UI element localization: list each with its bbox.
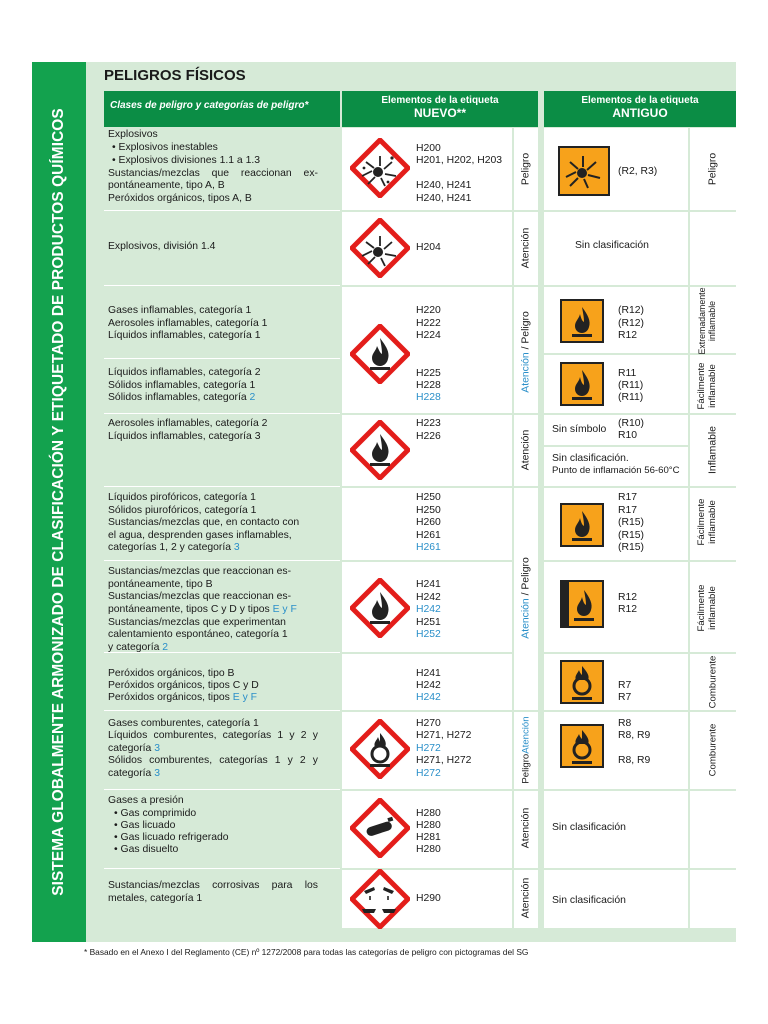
old-code: R8 <box>618 718 632 729</box>
class-line: Sustancias/mezclas corrosivas para los <box>108 880 318 891</box>
row-divider <box>342 285 736 287</box>
class-line: Gases inflamables, categoría 1 <box>108 305 252 316</box>
old-code: R17 <box>618 492 638 503</box>
header-new <box>342 91 538 127</box>
old-signal: Fácilmente inflamable <box>696 362 718 410</box>
class-line: pontáneamente, tipo A, B <box>108 180 225 191</box>
old-signal: Fácilmente inflamable <box>696 498 718 546</box>
flame-icon <box>350 578 410 638</box>
class-divider <box>104 710 340 711</box>
gas-cylinder-icon <box>350 798 410 858</box>
class-line: calentamiento espontáneo, categoría 1 <box>108 629 288 640</box>
class-line: Explosivos <box>108 129 158 140</box>
h-code: H204 <box>416 242 441 253</box>
signal-word: PeligroAtención <box>520 716 532 784</box>
footnote: * Basado en el Anexo I del Reglamento (CE) nº 1272/2008 para todas las categorías de peligro con pictogramas del SG <box>84 947 529 957</box>
class-line: Líquidos inflamables, categoría 1 <box>108 330 261 341</box>
signal-word: Atención <box>520 807 532 849</box>
h-code: H241 <box>416 579 441 590</box>
class-line: • Gas comprimido <box>114 808 197 819</box>
h-code: H272 <box>416 768 441 779</box>
h-code: H225 <box>416 368 441 379</box>
old-signal: Fácilmente inflamable <box>696 584 718 632</box>
signal-word: Atención <box>520 877 532 919</box>
row-divider <box>342 789 736 791</box>
old-flame-icon <box>560 503 604 547</box>
old-code: R12 <box>618 604 638 615</box>
class-line: Peróxidos orgánicos, tipos C y D <box>108 680 259 691</box>
h-code: H250 <box>416 492 441 503</box>
h-code: H242 <box>416 692 441 703</box>
h-code: H242 <box>416 604 441 615</box>
class-line: • Explosivos divisiones 1.1 a 1.3 <box>112 155 261 166</box>
class-line: y categoría 2 <box>108 642 169 653</box>
class-line: • Gas disuelto <box>114 844 179 855</box>
old-code: (R15) <box>618 517 644 528</box>
class-line: Sustancias/mezclas que, en contacto con <box>108 517 300 528</box>
flame-icon <box>350 420 410 480</box>
old-code: R10 <box>618 430 638 441</box>
sidebar-title: SISTEMA GLOBALMENTE ARMONIZADO DE CLASIFICACIÓN Y ETIQUETADO DE PRODUCTOS QUÍMICOS <box>50 108 67 896</box>
class-divider <box>104 285 340 286</box>
header-old-line1: Elementos de la etiqueta <box>581 95 699 106</box>
class-line: el agua, desprenden gases inflamables, <box>108 530 292 541</box>
old-code: (R2, R3) <box>618 166 658 177</box>
old-signal: Inflamable <box>707 426 719 474</box>
old-code: R12 <box>618 330 638 341</box>
old-code: R7 <box>618 680 632 691</box>
sidebar-band <box>32 62 86 942</box>
h-code: H261 <box>416 530 441 541</box>
old-flame-icon <box>560 299 604 343</box>
h-code: H261 <box>416 542 441 553</box>
class-line: Aerosoles inflamables, categoría 1 <box>108 318 268 329</box>
h-code: H280 <box>416 844 441 855</box>
old-code: (R15) <box>618 542 644 553</box>
row-divider <box>342 210 736 212</box>
h-code: H260 <box>416 517 441 528</box>
h-code: H241 <box>416 668 441 679</box>
class-line: Sustancias/mezclas que reaccionan es- <box>108 566 292 577</box>
old-text: Sin símbolo <box>552 424 607 435</box>
old-signal: Comburente <box>707 655 719 709</box>
class-line: Sustancias/mezclas que experimentan <box>108 617 286 628</box>
signal-word: Atención <box>520 429 532 471</box>
flame-icon <box>350 324 410 384</box>
class-line: Peróxidos orgánicos, tipos A, B <box>108 193 252 204</box>
class-line: Aerosoles inflamables, categoría 2 <box>108 418 268 429</box>
header-new-line1: Elementos de la etiqueta <box>381 95 499 106</box>
signal-word: Peligro <box>520 152 532 186</box>
row-divider <box>342 413 736 415</box>
class-line: Peróxidos orgánicos, tipo B <box>108 668 235 679</box>
old-code: R8, R9 <box>618 730 651 741</box>
row-divider <box>342 652 514 654</box>
header-new-line2: NUEVO** <box>413 106 466 120</box>
class-line: Explosivos, división 1.4 <box>108 241 216 252</box>
row-divider <box>544 652 736 654</box>
old-text: Sin clasificación <box>552 895 626 906</box>
header-old <box>544 91 736 127</box>
old-text: Punto de inflamación 56-60°C <box>552 465 680 476</box>
h-code: H271, H272 <box>416 730 472 741</box>
old-code: (R12) <box>618 318 644 329</box>
h-code: H222 <box>416 318 441 329</box>
old-signal: Comburente <box>707 723 719 777</box>
header-class: Clases de peligro y categorías de peligro* <box>104 91 340 127</box>
old-code: R17 <box>618 505 638 516</box>
row-divider <box>342 560 514 562</box>
h-code: H240, H241 <box>416 193 472 204</box>
old-code: (R11) <box>618 392 644 403</box>
old-explosive-icon <box>558 146 610 196</box>
old-flame-icon <box>560 362 604 406</box>
class-divider <box>104 486 340 487</box>
h-code: H224 <box>416 330 441 341</box>
class-line: Peróxidos orgánicos, tipos E y F <box>108 692 258 703</box>
h-code: H280 <box>416 820 441 831</box>
h-code: H242 <box>416 592 441 603</box>
h-code: H281 <box>416 832 441 843</box>
class-divider <box>104 789 340 790</box>
class-line: pontáneamente, tipos C y D y tipos E y F <box>108 604 297 615</box>
class-line: • Gas licuado <box>114 820 176 831</box>
old-oxidizer-icon <box>560 660 604 704</box>
h-code: H228 <box>416 380 441 391</box>
class-line: • Explosivos inestables <box>112 142 218 153</box>
signal-word: Atención <box>520 227 532 269</box>
h-code: H201, H202, H203 <box>416 155 503 166</box>
old-code: (R15) <box>618 530 644 541</box>
class-divider <box>104 868 340 869</box>
flame-over-circle-icon <box>350 719 410 779</box>
h-code: H226 <box>416 431 441 442</box>
class-line: Líquidos pirofóricos, categoría 1 <box>108 492 256 503</box>
h-code: H280 <box>416 808 441 819</box>
header-old-line2: ANTIGUO <box>612 106 668 120</box>
exploding-bomb-icon <box>350 218 410 278</box>
class-line: Líquidos inflamables, categoría 3 <box>108 431 261 442</box>
h-code: H242 <box>416 680 441 691</box>
old-code: R8, R9 <box>618 755 651 766</box>
signal-word: Atención / Peligro <box>520 311 532 393</box>
h-code: H251 <box>416 617 441 628</box>
h-code: H220 <box>416 305 441 316</box>
corrosion-icon <box>350 869 410 929</box>
old-code: (R12) <box>618 305 644 316</box>
class-divider <box>104 560 340 561</box>
h-code: H223 <box>416 418 441 429</box>
old-code: R12 <box>618 592 638 603</box>
class-line: pontáneamente, tipo B <box>108 579 213 590</box>
class-line: Sustancias/mezclas que reaccionan es- <box>108 591 292 602</box>
class-divider <box>104 358 340 359</box>
row-divider <box>544 560 736 562</box>
class-line: • Gas licuado refrigerado <box>114 832 229 843</box>
exploding-bomb-icon <box>350 138 410 198</box>
old-code: R7 <box>618 692 632 703</box>
row-divider <box>342 710 736 712</box>
class-line: Sólidos inflamables, categoría 1 <box>108 380 256 391</box>
old-signal: Extremadamente inflamable <box>697 287 717 355</box>
h-code: H272 <box>416 743 441 754</box>
old-oxidizer-icon <box>560 724 604 768</box>
old-text: Sin clasificación. <box>552 453 629 464</box>
class-line: Líquidos comburentes, categorías 1 y 2 y <box>108 730 318 741</box>
row-divider <box>342 486 736 488</box>
old-code: R11 <box>618 368 637 379</box>
class-line: Líquidos inflamables, categoría 2 <box>108 367 261 378</box>
section-title: PELIGROS FÍSICOS <box>104 67 246 84</box>
old-text: Sin clasificación <box>575 240 649 251</box>
h-code: H290 <box>416 893 441 904</box>
old-text: Sin clasificación <box>552 822 626 833</box>
class-line: Sustancias/mezclas que reaccionan ex- <box>108 168 318 179</box>
content-panel <box>86 62 736 942</box>
h-code: H252 <box>416 629 441 640</box>
h-code: H240, H241 <box>416 180 472 191</box>
h-code: H271, H272 <box>416 755 472 766</box>
class-line: Sólidos comburentes, categorías 1 y 2 y <box>108 755 318 766</box>
class-line: Sólidos inflamables, categoría 2 <box>108 392 256 403</box>
old-code: (R11) <box>618 380 644 391</box>
class-line: Gases comburentes, categoría 1 <box>108 718 259 729</box>
class-line: categoría 3 <box>108 768 160 779</box>
class-line: categoría 3 <box>108 743 160 754</box>
old-flame-icon <box>560 580 604 628</box>
h-code: H228 <box>416 392 441 403</box>
h-code: H250 <box>416 505 441 516</box>
h-code: H270 <box>416 718 441 729</box>
row-divider <box>544 445 688 447</box>
signal-word: Atención / Peligro <box>520 557 532 639</box>
class-line: Sólidos piurofóricos, categoría 1 <box>108 505 257 516</box>
class-divider <box>104 413 340 414</box>
old-signal: Peligro <box>707 152 719 186</box>
class-line: metales, categoría 1 <box>108 893 203 904</box>
h-code: H200 <box>416 143 441 154</box>
old-code: (R10) <box>618 418 644 429</box>
class-line: categorías 1, 2 y categoría 3 <box>108 542 240 553</box>
class-divider <box>104 210 340 211</box>
class-line: Gases a presión <box>108 795 184 806</box>
